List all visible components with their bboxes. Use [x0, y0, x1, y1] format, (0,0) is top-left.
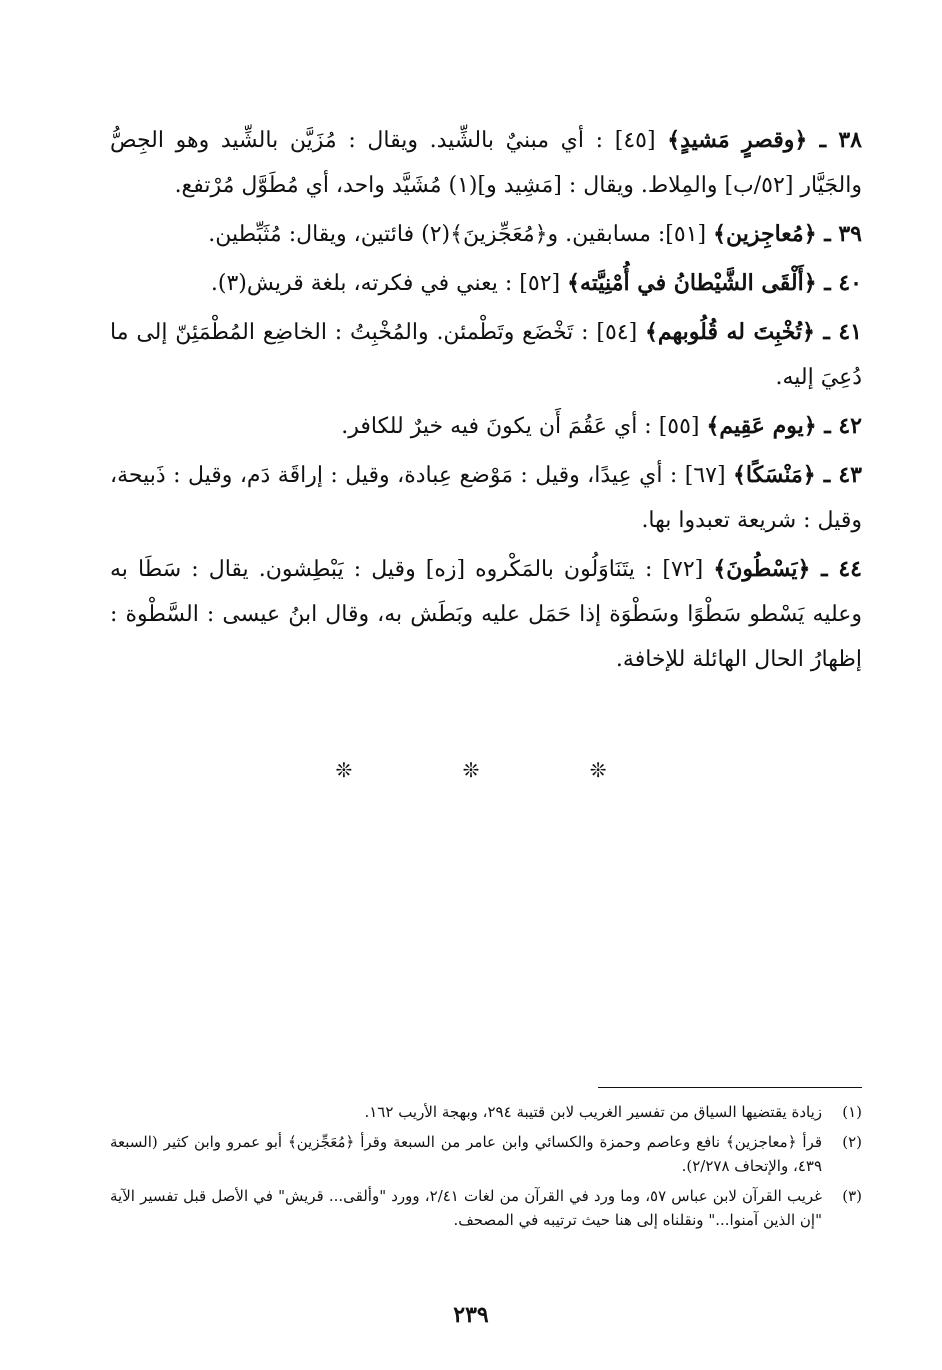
quran-term: ٤٣ ـ ﴿مَنْسَكًا﴾ — [733, 462, 862, 488]
entry-39 — [110, 212, 862, 257]
entry-text: [٧٢] : يتَنَاوَلُون بالمَكْروه [زه] وقيل : يَبْطِشون. يقال : سَطَا به وعليه يَسْطو سَطْوًا وسَطْوَة إذا حَمَل عليه وبَطَش به، وقال ابنُ عيسى : السَّطْوة : إظهارُ الحال الهائلة للإخافة. — [110, 557, 862, 672]
footnote-divider — [598, 1087, 862, 1088]
quran-term: ٤٠ ـ ﴿أَلْقَى الشَّيْطانُ في أُمْنِيَّته﴾ — [567, 270, 862, 296]
main-text — [110, 118, 862, 686]
entry-text: [٤٥] : أي مبنيٌ بالشِّيد. ويقال : مُزَيَّن بالشِّيد وهو الجِصُّ والجَيَّار [٥٢/ب] والمِلاط. ويقال : [مَشِيد و](١) مُشَيَّد واحد، أي مُطَوَّل مُرْتفع. — [110, 128, 862, 198]
footnote-2 — [110, 1130, 862, 1178]
footnote-number: (٣) — [842, 1187, 862, 1205]
footnote-number: (١) — [842, 1103, 862, 1121]
footnote-text: قرأ ﴿معاجزين﴾ نافع وعاصم وحمزة والكسائي وابن عامر من السبعة وقرأ ﴿مُعَجِّزين﴾ أبو عمرو وابن كثير (السبعة ٤٣٩، والإتحاف ٢/٢٧٨). — [110, 1133, 822, 1175]
footnote-3 — [110, 1184, 862, 1232]
footnote-number: (٢) — [842, 1133, 862, 1151]
entry-text: [٦٧] : أي عِيدًا، وقيل : مَوْضع عِبادة، وقيل : إراقَة دَم، وقيل : ذَبيحة، وقيل : شريعة تعبدوا بها. — [110, 463, 862, 533]
entry-42 — [110, 404, 862, 449]
footnote-text: غريب القرآن لابن عباس ٥٧، وما ورد في القرآن من لغات ٢/٤١، وورد "وألقى... قريش" في الأصل قبل تفسير الآية "إن الذين آمنوا..." ونقلناه إلى هنا حيث ترتيبه في المصحف. — [110, 1187, 822, 1229]
entry-text: [٥٢] : يعني في فكرته، بلغة قريش(٣). — [210, 271, 568, 296]
entry-40 — [110, 261, 862, 306]
entry-text: [٥٤] : تَخْضَع وتَطْمئن. والمُخْبِتُ : الخاضِع المُطْمَئِنّ إلى ما دُعِيَ إليه. — [110, 320, 862, 390]
quran-term: ٣٩ ـ ﴿مُعاجِزين﴾ — [713, 221, 862, 247]
footnote-text: زيادة يقتضيها السياق من تفسير الغريب لابن قتيبة ٢٩٤، وبهجة الأريب ١٦٢. — [364, 1103, 822, 1121]
entry-text: [٥٥] : أي عَقُمَ أَن يكونَ فيه خيرٌ للكافر. — [341, 414, 707, 439]
entry-text: [٥١]: مسابقين. و﴿مُعَجِّزينَ﴾(٢) فائتين، ويقال: مُثَبِّطين. — [208, 222, 714, 247]
page-number: ٢٣٩ — [453, 1302, 489, 1328]
quran-term: ٣٨ ـ ﴿وقصرٍ مَشيدٍ﴾ — [667, 127, 862, 153]
footnotes — [110, 1100, 862, 1238]
footnote-1 — [110, 1100, 862, 1124]
quran-term: ٤١ ـ ﴿تُخْبِتَ له قُلُوبهم﴾ — [645, 319, 862, 345]
quran-term: ٤٤ ـ ﴿يَسْطُونَ﴾ — [713, 556, 862, 582]
entry-41 — [110, 310, 862, 400]
entry-43 — [110, 453, 862, 543]
entry-44 — [110, 547, 862, 682]
quran-term: ٤٢ ـ ﴿يوم عَقِيم﴾ — [706, 413, 862, 439]
entry-38 — [110, 118, 862, 208]
section-separator: ❊ ❊ ❊ — [335, 758, 659, 782]
